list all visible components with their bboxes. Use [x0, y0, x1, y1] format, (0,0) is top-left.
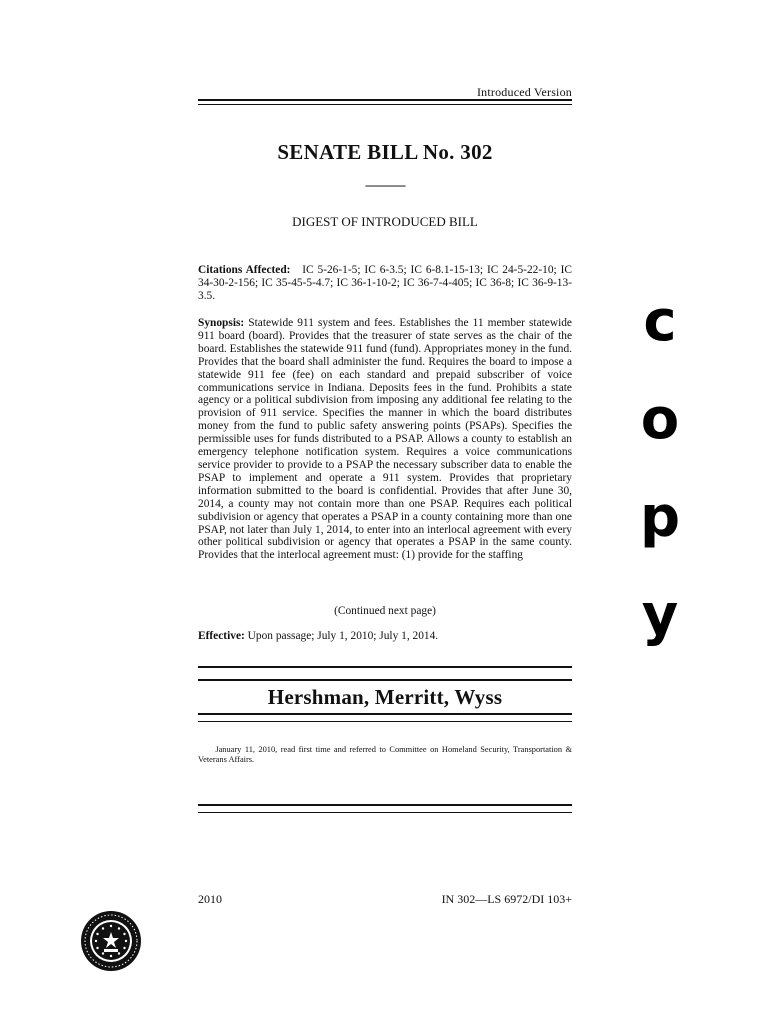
citations-paragraph	[198, 264, 572, 303]
authors-rule-2	[198, 679, 572, 681]
title-dash: ———	[365, 178, 405, 193]
footer-rule-2	[198, 812, 572, 813]
effective-line	[198, 630, 572, 642]
citations-label: Citations Affected:	[198, 264, 291, 276]
effective-label: Effective:	[198, 630, 245, 642]
footer-code: IN 302—LS 6972/DI 103+	[441, 892, 572, 906]
state-seal-icon	[80, 910, 142, 972]
citations-text: IC 5-26-1-5; IC 6-3.5; IC 6-8.1-15-13; IC 24-5-22-10; IC 34-30-2-156; IC 35-45-5-4.7; IC 36-1-10-2; IC 36-7-4-405; IC 36-8; IC 36-9-13-3.5.	[198, 264, 572, 302]
authors-rule-1	[198, 666, 572, 668]
legislative-history	[198, 745, 572, 765]
authors-rule-4	[198, 721, 572, 722]
header-rule-bottom	[198, 104, 572, 105]
watermark-letter-y: y	[641, 583, 679, 648]
bill-title: SENATE BILL No. 302	[277, 140, 493, 164]
watermark-letter-c: c	[643, 289, 677, 354]
synopsis-text: Statewide 911 system and fees. Establishes the 11 member statewide 911 board (board). Provides that the treasurer of state serves as the chair of the board. Establishes the statewide 911 fund (fund). Appropriates money in the fund. Provides that the board shall administer the fund. Requires the board to impose a statewide 911 fee (fee) on each standard and prepaid subscriber of voice communications service in Indiana. Deposits fees in the fund. Prohibits a state agency or a political subdivision from imposing any additional fee relating to the provision of 911 service. Specifies the manner in which the board distributes money from the fund to public safety answering points (PSAPs). Specifies the permissible uses for funds distributed to a PSAP. Allows a county to establish an emergency telephone notification system. Requires a voice communications service provider to provide to a PSAP the necessary subscriber data to enable the PSAP to implement and operate a 911 system. Provides that proprietary information submitted to the board is confidential. Provides that after June 30, 2014, a county may not contain more than one PSAP. Requires each political subdivision or agency that operates a PSAP in a county containing more than one PSAP, not later than July 1, 2014, to enter into an interlocal agreement with every other political subdivision or agency that operates a PSAP in the same county. Provides that the interlocal agreement must: (1) provide for the staffing	[198, 317, 572, 562]
synopsis-label: Synopsis:	[198, 317, 245, 329]
authors: Hershman, Merritt, Wyss	[267, 685, 503, 709]
effective-text: Upon passage; July 1, 2010; July 1, 2014.	[247, 630, 439, 642]
footer-year: 2010	[198, 892, 222, 906]
digest-heading: DIGEST OF INTRODUCED BILL	[292, 214, 478, 229]
watermark-letter-p: p	[639, 485, 681, 550]
version-label: Introduced Version	[476, 85, 572, 99]
authors-rule-3	[198, 713, 572, 715]
header-rule-top	[198, 99, 572, 101]
history-text: January 11, 2010, read first time and referred to Committee on Homeland Security, Transportation & Veterans Affairs.	[198, 745, 573, 764]
watermark-letter-o: o	[640, 387, 680, 452]
continued-note: (Continued next page)	[334, 605, 436, 617]
synopsis-paragraph	[198, 317, 572, 562]
footer-rule-1	[198, 804, 572, 806]
